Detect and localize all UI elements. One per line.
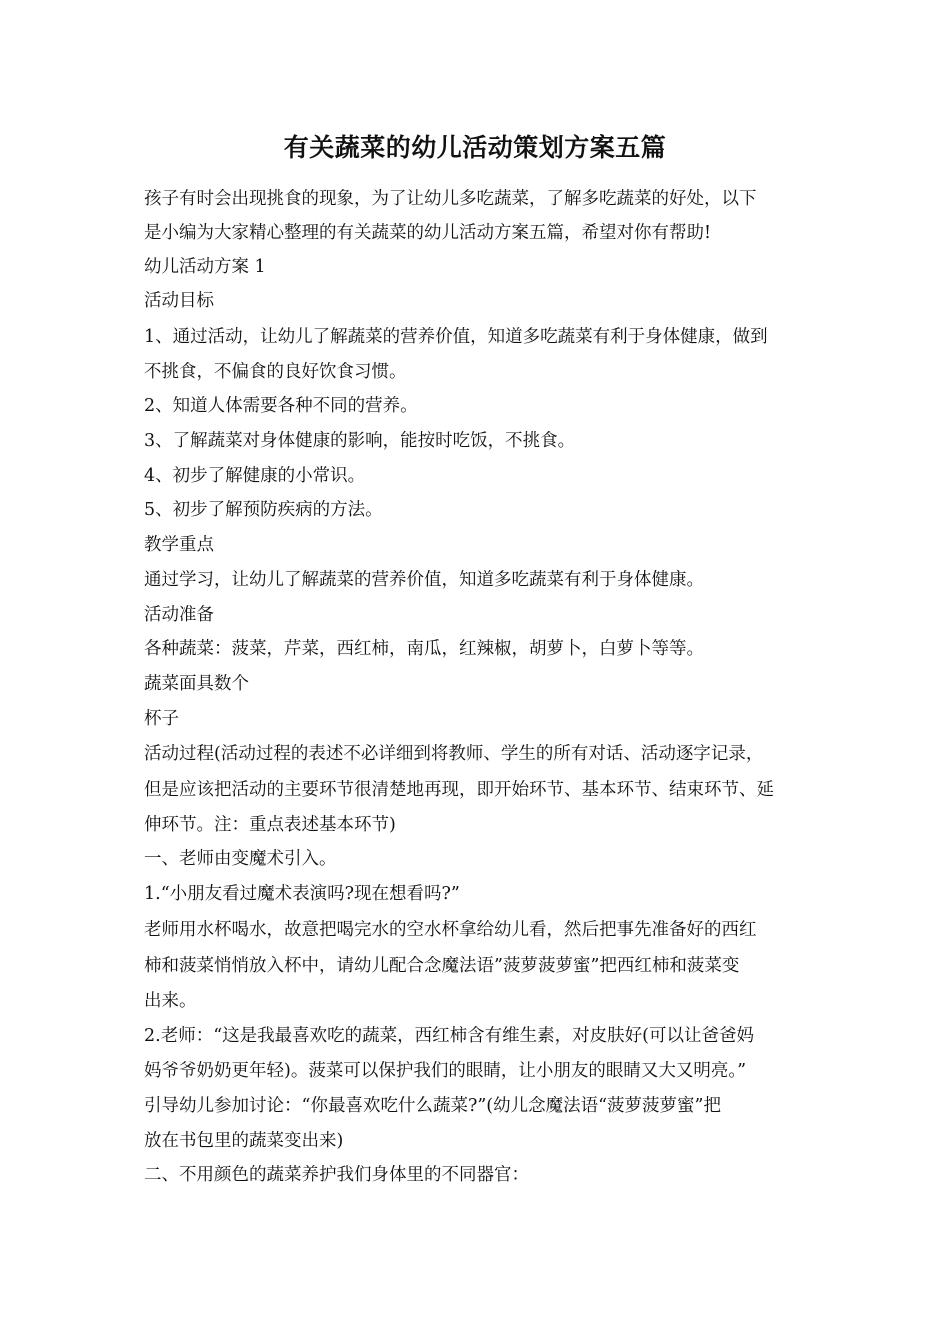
- text-line: 2.老师：“这是我最喜欢吃的蔬菜，西红柿含有维生素，对皮肤好(可以让爸爸妈: [144, 1026, 754, 1046]
- text-line: 引导幼儿参加讨论：“你最喜欢吃什么蔬菜?”(幼儿念魔法语“菠萝菠萝蜜”把: [144, 1096, 721, 1116]
- text-line: 1、通过活动，让幼儿了解蔬菜的营养价值，知道多吃蔬菜有利于身体健康，做到: [144, 327, 768, 347]
- text-line: 5、初步了解预防疾病的方法。: [144, 500, 383, 520]
- text-line: 伸环节。注：重点表述基本环节): [144, 815, 396, 835]
- text-line: 活动过程(活动过程的表述不必详细到将教师、学生的所有对话、活动逐字记录，: [144, 744, 764, 764]
- text-line: 放在书包里的蔬菜变出来): [144, 1131, 344, 1151]
- document-title: 有关蔬菜的幼儿活动策划方案五篇: [283, 133, 667, 162]
- text-line: 一、老师由变魔术引入。: [144, 849, 337, 869]
- document-body: [144, 182, 810, 1193]
- text-line: 不挑食，不偏食的良好饮食习惯。: [144, 362, 407, 382]
- text-line: 活动准备: [144, 605, 214, 625]
- text-line: 3、了解蔬菜对身体健康的影响，能按时吃饭，不挑食。: [144, 431, 576, 451]
- text-line: 但是应该把活动的主要环节很清楚地再现，即开始环节、基本环节、结束环节、延: [144, 780, 774, 800]
- text-line: 2、知道人体需要各种不同的营养。: [144, 396, 418, 416]
- text-line: 活动目标: [144, 291, 214, 311]
- text-line: 杯子: [144, 709, 179, 729]
- text-line: 4、初步了解健康的小常识。: [144, 466, 366, 486]
- text-line: 幼儿活动方案 1: [144, 257, 266, 277]
- text-line: 是小编为大家精心整理的有关蔬菜的幼儿活动方案五篇，希望对你有帮助!: [144, 223, 712, 243]
- text-line: 二、不用颜色的蔬菜养护我们身体里的不同器官：: [144, 1165, 529, 1185]
- text-line: 柿和菠菜悄悄放入杯中，请幼儿配合念魔法语”菠萝菠萝蜜”把西红柿和菠菜变: [144, 956, 740, 976]
- text-line: 1.“小朋友看过魔术表演吗?现在想看吗?”: [144, 884, 460, 904]
- text-line: 妈爷爷奶奶更年轻)。菠菜可以保护我们的眼睛，让小朋友的眼睛又大又明亮。”: [144, 1061, 747, 1081]
- text-line: 出来。: [144, 991, 197, 1011]
- text-line: 教学重点: [144, 535, 214, 555]
- text-line: 蔬菜面具数个: [144, 674, 249, 694]
- text-line: 孩子有时会出现挑食的现象，为了让幼儿多吃蔬菜，了解多吃蔬菜的好处，以下: [144, 189, 757, 209]
- text-line: 通过学习，让幼儿了解蔬菜的营养价值，知道多吃蔬菜有利于身体健康。: [144, 570, 704, 590]
- text-line: 各种蔬菜：菠菜，芹菜，西红柿，南瓜，红辣椒，胡萝卜，白萝卜等等。: [144, 639, 704, 659]
- text-line: 老师用水杯喝水，故意把喝完水的空水杯拿给幼儿看，然后把事先准备好的西红: [144, 920, 757, 940]
